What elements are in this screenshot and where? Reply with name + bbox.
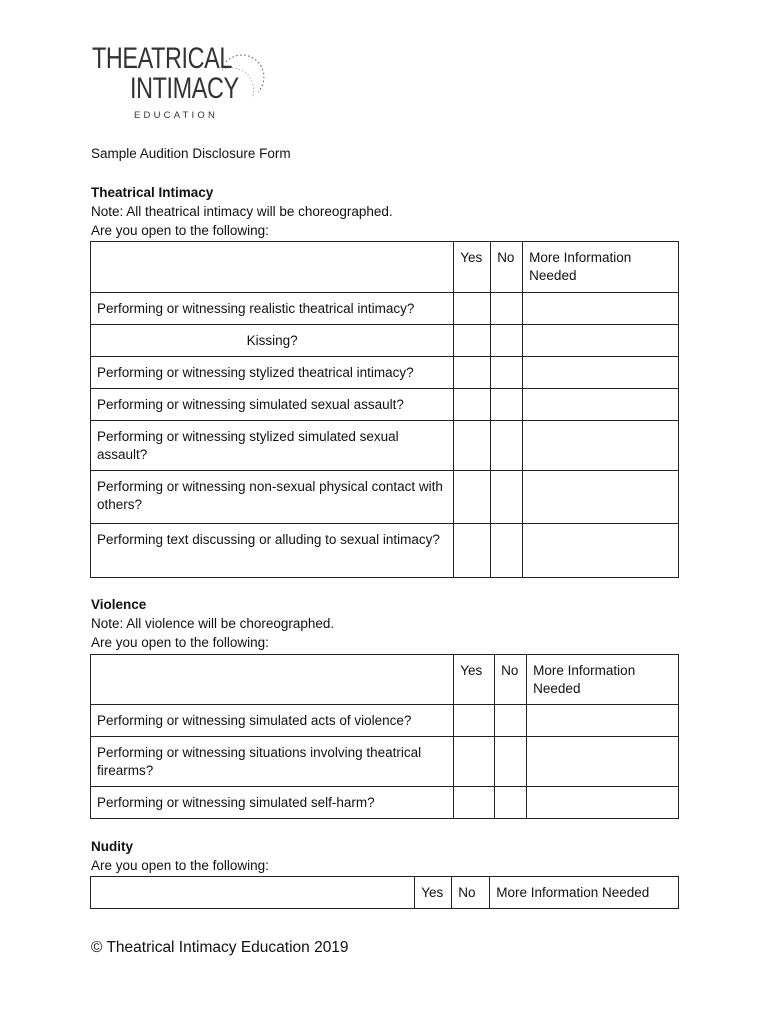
yes-cell[interactable] — [454, 389, 491, 421]
more-info-cell[interactable] — [523, 389, 679, 421]
violence-table — [90, 654, 679, 819]
no-cell[interactable] — [491, 524, 523, 578]
row-question: Performing or witnessing situations involving theatrical firearms? — [91, 737, 454, 787]
table-row — [91, 705, 679, 737]
row-question: Performing or witnessing stylized simulated sexual assault? — [91, 421, 454, 471]
yes-cell[interactable] — [454, 737, 495, 787]
header-cell-blank — [91, 877, 415, 909]
section-heading-violence: Violence — [91, 597, 147, 612]
more-info-cell[interactable] — [523, 357, 679, 389]
more-info-cell[interactable] — [523, 325, 679, 357]
header-no: No — [491, 242, 523, 293]
no-cell[interactable] — [491, 471, 523, 524]
more-info-cell[interactable] — [527, 737, 679, 787]
section-prompt-nudity: Are you open to the following: — [91, 858, 269, 873]
header-yes: Yes — [454, 242, 491, 293]
yes-cell[interactable] — [454, 471, 491, 524]
table-header-row — [91, 655, 679, 705]
more-info-cell[interactable] — [523, 471, 679, 524]
logo-subtitle: EDUCATION — [134, 110, 219, 121]
section-prompt-violence: Are you open to the following: — [91, 635, 269, 650]
no-cell[interactable] — [495, 705, 527, 737]
footer-copyright: © Theatrical Intimacy Education 2019 — [91, 939, 349, 956]
section-note-intimacy: Note: All theatrical intimacy will be choreographed. — [91, 204, 393, 219]
table-row — [91, 325, 679, 357]
table-row — [91, 421, 679, 471]
table-row — [91, 389, 679, 421]
logo-line2: INTIMACY — [130, 72, 239, 105]
yes-cell[interactable] — [454, 357, 491, 389]
header-cell-blank — [91, 655, 454, 705]
no-cell[interactable] — [495, 787, 527, 819]
more-info-cell[interactable] — [527, 705, 679, 737]
row-question: Performing text discussing or alluding to sexual intimacy? — [91, 524, 454, 578]
header-more-info: More Information Needed — [523, 242, 679, 293]
logo-line1: THEATRICAL — [92, 42, 232, 75]
no-cell[interactable] — [491, 389, 523, 421]
yes-cell[interactable] — [454, 421, 491, 471]
section-note-violence: Note: All violence will be choreographed. — [91, 616, 335, 631]
header-no: No — [452, 877, 490, 909]
table-row — [91, 787, 679, 819]
yes-cell[interactable] — [454, 524, 491, 578]
row-question: Kissing? — [91, 325, 454, 357]
logo — [92, 42, 272, 126]
row-question: Performing or witnessing simulated self-harm? — [91, 787, 454, 819]
yes-cell[interactable] — [454, 705, 495, 737]
section-prompt-intimacy: Are you open to the following: — [91, 223, 269, 238]
form-title: Sample Audition Disclosure Form — [91, 146, 291, 161]
table-row — [91, 737, 679, 787]
no-cell[interactable] — [491, 325, 523, 357]
table-row — [91, 471, 679, 524]
yes-cell[interactable] — [454, 325, 491, 357]
no-cell[interactable] — [491, 293, 523, 325]
table-row — [91, 524, 679, 578]
header-cell-blank — [91, 242, 454, 293]
row-question: Performing or witnessing simulated acts of violence? — [91, 705, 454, 737]
section-heading-nudity: Nudity — [91, 839, 133, 854]
more-info-cell[interactable] — [527, 787, 679, 819]
yes-cell[interactable] — [454, 787, 495, 819]
intimacy-table — [90, 241, 679, 578]
header-yes: Yes — [415, 877, 452, 909]
header-more-info: More Information Needed — [490, 877, 679, 909]
header-yes: Yes — [454, 655, 495, 705]
logo-arc-icon — [218, 52, 268, 102]
row-question: Performing or witnessing stylized theatrical intimacy? — [91, 357, 454, 389]
section-heading-intimacy: Theatrical Intimacy — [91, 185, 214, 200]
header-more-info: More Information Needed — [527, 655, 679, 705]
more-info-cell[interactable] — [523, 524, 679, 578]
header-no: No — [495, 655, 527, 705]
no-cell[interactable] — [491, 357, 523, 389]
yes-cell[interactable] — [454, 293, 491, 325]
no-cell[interactable] — [495, 737, 527, 787]
row-question: Performing or witnessing non-sexual physical contact with others? — [91, 471, 454, 524]
table-row — [91, 293, 679, 325]
more-info-cell[interactable] — [523, 421, 679, 471]
table-header-row — [91, 242, 679, 293]
more-info-cell[interactable] — [523, 293, 679, 325]
row-question: Performing or witnessing simulated sexual assault? — [91, 389, 454, 421]
table-header-row — [91, 877, 679, 909]
nudity-table — [90, 876, 679, 909]
no-cell[interactable] — [491, 421, 523, 471]
row-question: Performing or witnessing realistic theatrical intimacy? — [91, 293, 454, 325]
table-row — [91, 357, 679, 389]
